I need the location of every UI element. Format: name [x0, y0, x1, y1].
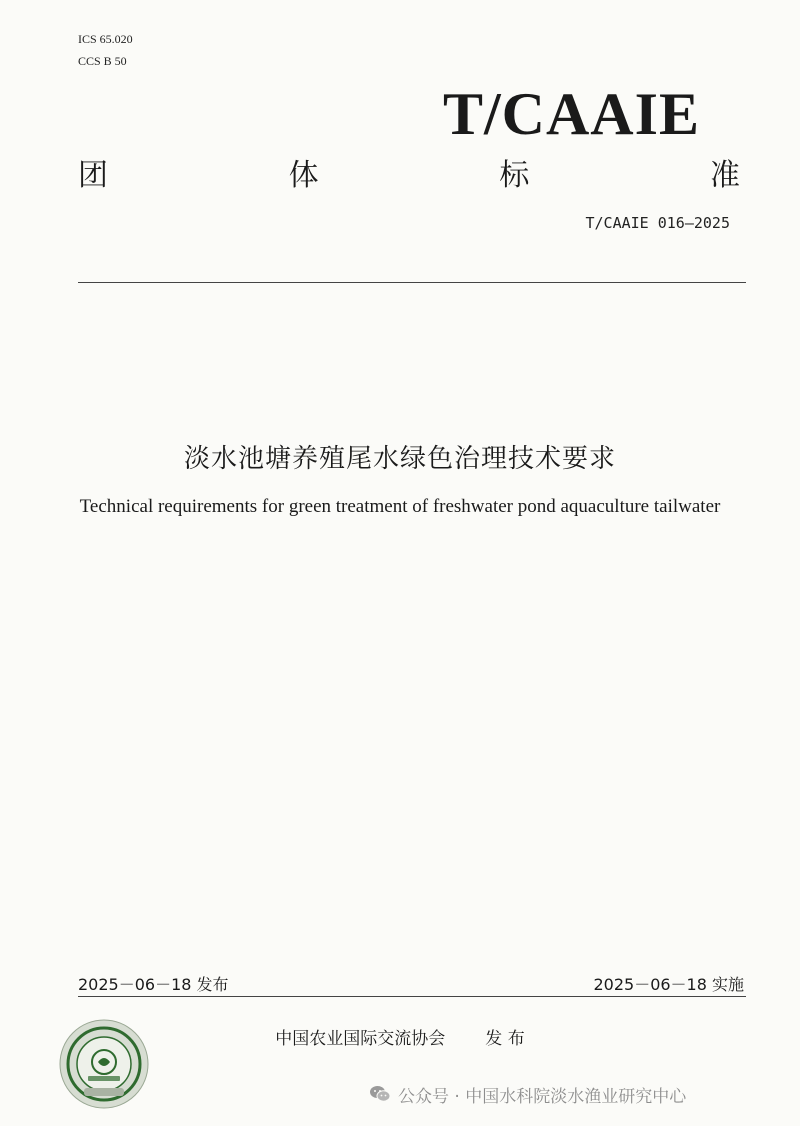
issue-word: 发 布 — [485, 1029, 525, 1049]
bottom-divider — [78, 996, 746, 997]
standard-type-heading — [78, 150, 740, 194]
certification-seal-icon — [58, 1018, 150, 1110]
wechat-watermark — [368, 1080, 686, 1108]
title-english: Technical requirements for green treatment of freshwater pond aquaculture tailwater — [79, 496, 721, 517]
classification-codes — [78, 28, 133, 72]
standard-type-char: 准 — [709, 158, 740, 193]
implement-date: 2025－06－18 实施 — [593, 975, 744, 994]
standard-type-char: 标 — [499, 158, 530, 193]
standard-number: T/CAAIE 016—2025 — [585, 214, 730, 232]
ics-code: ICS 65.020 — [78, 32, 133, 46]
wechat-icon — [368, 1082, 392, 1106]
watermark-text: 公众号 · 中国水科院淡水渔业研究中心 — [398, 1086, 687, 1107]
publish-date: 2025－06－18 发布 — [78, 975, 229, 994]
ccs-code: CCS B 50 — [78, 54, 127, 68]
standard-type-char: 团 — [78, 158, 108, 193]
standard-brand: T/CAAIE — [442, 81, 700, 147]
issuer-name: 中国农业国际交流协会 — [275, 1029, 446, 1049]
standard-type-char: 体 — [288, 158, 319, 193]
title-chinese: 淡水池塘养殖尾水绿色治理技术要求 — [183, 444, 616, 474]
top-divider — [78, 282, 746, 283]
